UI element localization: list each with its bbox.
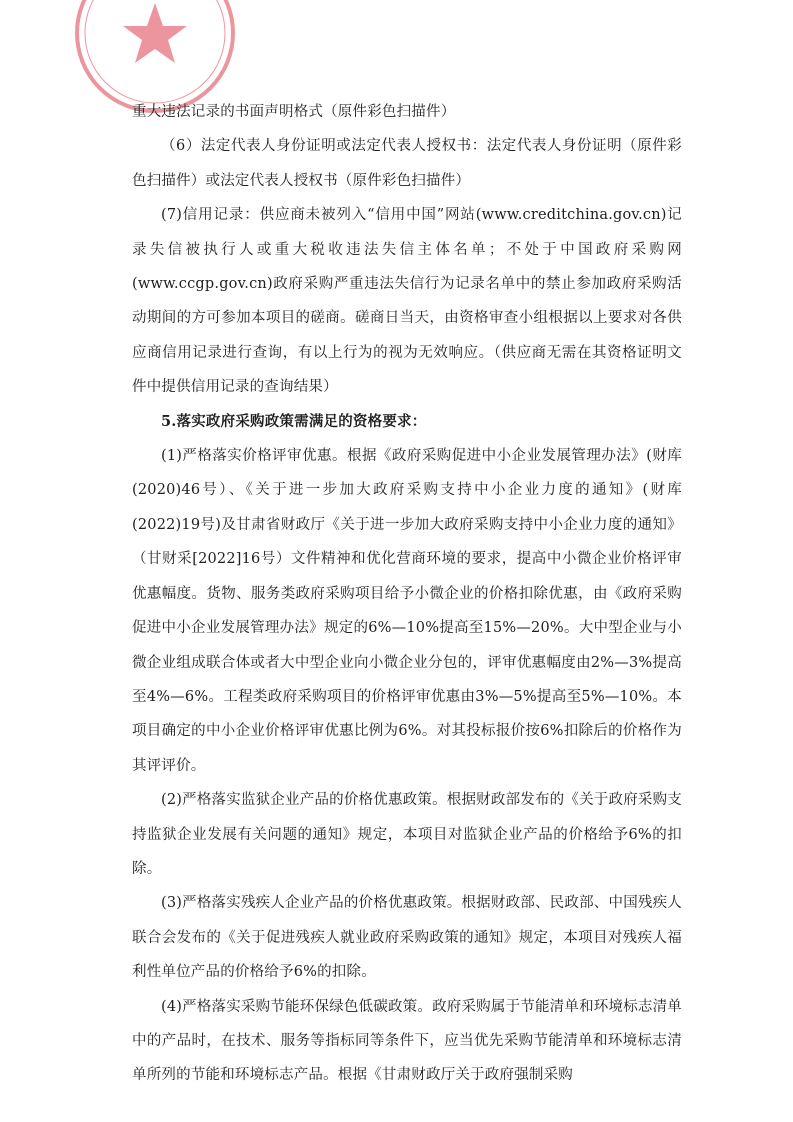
section-heading-policy-requirements: 5.落实政府采购政策需满足的资格要求： xyxy=(161,412,427,430)
document-body xyxy=(132,95,682,1093)
paragraph-prison-enterprise: (2)严格落实监狱企业产品的价格优惠政策。根据财政部发布的《关于政府采购支持监狱企业发展有关问题的通知》规定，本项目对监狱企业产品的价格给予6%的扣除。 xyxy=(132,792,682,877)
paragraph-credit-record: (7)信用记录：供应商未被列入“信用中国”网站(www.creditchina.gov.cn)记录失信被执行人或重大税收违法失信主体名单；不处于中国政府采购网(www.ccgp.gov.cn)政府采购严重违法失信行为记录名单中的禁止参加政府采购活动期间的方可参加本项目的磋商。磋商日当天，由资格审查小组根据以上要求对各供应商信用记录进行查询，有以上行为的视为无效响应。（供应商无需在其资格证明文件中提供信用记录的查询结果） xyxy=(132,207,682,396)
paragraph-disabled-enterprise: (3)严格落实残疾人企业产品的价格优惠政策。根据财政部、民政部、中国残疾人联合会发布的《关于促进残疾人就业政府采购政策的通知》规定，本项目对残疾人福利性单位产品的价格给予6%的扣除。 xyxy=(132,895,682,981)
paragraph-legal-representative: （6）法定代表人身份证明或法定代表人授权书：法定代表人身份证明（原件彩色扫描件）或法定代表人授权书（原件彩色扫描件） xyxy=(132,138,682,189)
paragraph-declaration-format: 重大违法记录的书面声明格式（原件彩色扫描件） xyxy=(132,104,456,120)
paragraph-green-procurement: (4)严格落实采购节能环保绿色低碳政策。政府采购属于节能清单和环境标志清单中的产品时，在技术、服务等指标同等条件下，应当优先采购节能清单和环境标志清单所列的节能和环境标志产品。根据《甘肃财政厅关于政府强制采购 xyxy=(132,998,682,1084)
paragraph-price-evaluation: (1)严格落实价格评审优惠。根据《政府采购促进中小企业发展管理办法》(财库(2020)46号）、《关于进一步加大政府采购支持中小企业力度的通知》(财库(2022)19号)及甘肃省财政厅《关于进一步加大政府采购支持中小企业力度的通知》（甘财采[2022]16号）文件精神和优化营商环境的要求，提高中小微企业价格评审优惠幅度。货物、服务类政府采购项目给予小微企业的价格扣除优惠，由《政府采购促进中小企业发展管理办法》规定的6%—10%提高至15%—20%。大中型企业与小微企业组成联合体或者大中型企业向小微企业分包的，评审优惠幅度由2%—3%提高至4%—6%。工程类政府采购项目的价格评审优惠由3%—5%提高至5%—10%。本项目确定的中小企业价格评审优惠比例为6%。对其投标报价按6%扣除后的价格作为其评评价。 xyxy=(132,448,682,774)
